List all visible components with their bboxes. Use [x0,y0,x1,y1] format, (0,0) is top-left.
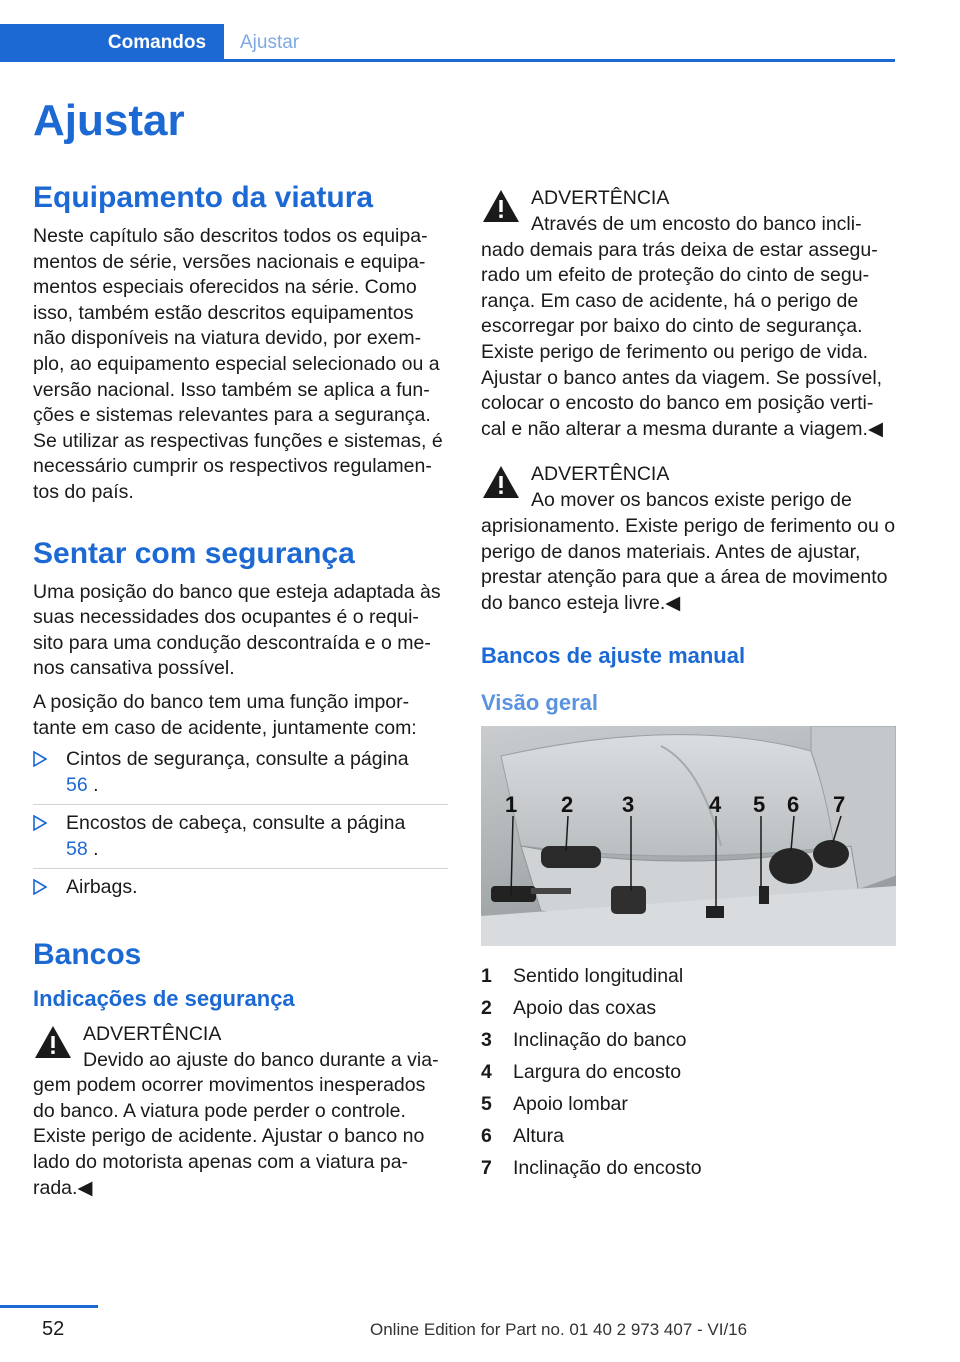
equipamento-text: Neste capítulo são descritos todos os equipa- mentos de série, versões nacionais e equipa- mentos especiais oferecidos na série. Como isso, também estão descritos equipamentos não disponíveis na viatura devido, por exem- plo, ao equipamento especial selecionado ou a versão nacional. Isso também se aplica a fun- ções e sistemas relevantes para a segurança. Se utilizar as respectivas funções e sistemas, é necessário cumprir os respectivos regulamen- tos do país. [33,225,443,503]
page-link-58[interactable]: 58 [66,837,88,860]
legend-row [481,992,896,1024]
legend-number: 6 [481,1124,492,1147]
legend-text: Largura do encosto [513,1060,682,1083]
legend-number: 1 [481,964,492,987]
warning-text-rest: nado demais para trás deixa de estar assegu- rado um efeito de proteção do cinto de segu- rança. Em caso de acidente, há o perigo de escorregar por baixo do cinto de segurança. Existe perigo de ferimento ou perigo de vida. Ajustar o banco antes da viagem. Se possível, colocar o encosto do banco em posição verti- cal e não alterar a mesma durante a viagem.◀ [481,238,883,440]
legend-number: 2 [481,996,492,1019]
warning-text-first: Através de um encosto do banco incli- [531,213,862,235]
warning-title: ADVERTÊNCIA [531,463,670,486]
warning-text [33,1048,448,1202]
warning-block-2 [481,184,896,442]
legend-number: 3 [481,1028,492,1051]
page-link-56[interactable]: 56 [66,773,88,796]
tab-ajustar[interactable]: Ajustar [240,32,300,53]
online-edition-note: Online Edition for Part no. 01 40 2 973 407 - VI/16 [370,1320,748,1339]
section-title-bancos: Bancos [33,938,142,972]
list-item [33,747,448,805]
warning-title: ADVERTÊNCIA [83,1022,222,1045]
page-number: 52 [42,1318,65,1340]
seat-label-3: 3 [622,791,635,817]
triangle-bullet-icon [33,751,47,767]
seat-label-7: 7 [833,791,846,817]
legend-number: 4 [481,1060,492,1083]
list-item-text: Airbags. [66,876,138,899]
legend-text: Inclinação do banco [513,1028,687,1051]
warning-text-rest: aprisionamento. Existe perigo de ferimento ou o perigo de danos materiais. Antes de ajustar, prestar atenção para que a área de movimento do banco esteja livre.◀ [481,514,896,614]
tab-comandos[interactable]: Comandos [0,24,224,62]
left-column [33,180,448,1201]
warning-text-rest: gem podem ocorrer movimentos inesperados do banco. A viatura pode perder o controle. Existe perigo de acidente. Ajustar o banco no lado do motorista apenas com a viatura pa- rada.◀ [33,1074,426,1199]
legend-row [481,960,896,992]
warning-block-3 [481,460,896,616]
legend-text: Altura [513,1124,564,1147]
list-item-text: Cintos de segurança, consulte a página [66,748,409,771]
legend-text: Apoio das coxas [513,996,657,1019]
seat-overview-image [481,726,896,946]
section-title-indicacoes: Indicações de segurança [33,986,295,1012]
warning-triangle-icon [33,1024,73,1060]
seat-label-2: 2 [561,791,574,817]
seat-illustration [481,726,896,946]
warning-text [481,488,896,616]
section-title-equipamento: Equipamento da viatura [33,181,374,214]
seat-label-5: 5 [753,791,766,817]
seat-label-4: 4 [709,791,722,817]
seat-label-1: 1 [505,791,518,817]
triangle-bullet-icon [33,879,47,895]
sentar-paragraph-1: Uma posição do banco que esteja adaptada às suas necessidades dos ocupantes é o requi- sito para uma condução descontraída e o me- nos cansativa possível. [33,580,441,680]
legend-row [481,1120,896,1152]
section-title-manual: Bancos de ajuste manual [481,643,746,669]
warning-text-first: Ao mover os bancos existe perigo de [531,489,852,512]
page-title: Ajustar [33,96,185,145]
legend-row [481,1024,896,1056]
warning-triangle-icon [481,188,521,224]
section-title-sentar: Sentar com segurança [33,536,355,570]
legend-row [481,1056,896,1088]
warning-text [481,212,896,442]
right-column [481,180,896,1184]
legend-text: Apoio lombar [513,1092,628,1115]
legend-number: 5 [481,1092,492,1115]
triangle-bullet-icon [33,815,47,831]
list-item-suffix: . [87,837,99,860]
list-item [33,811,448,869]
header-divider [0,59,895,62]
legend-row [481,1152,896,1184]
seat-legend [481,960,896,1184]
warning-block-1 [33,1020,448,1202]
sentar-paragraph-2: A posição do banco tem uma função impor- tante em caso de acidente, juntamente com: [33,690,417,739]
warning-text-first: Devido ao ajuste do banco durante a via- [83,1048,439,1071]
footer-divider [0,1305,98,1308]
legend-row [481,1088,896,1120]
list-item-text: Encostos de cabeça, consulte a página [66,812,406,835]
legend-text: Inclinação do encosto [513,1156,702,1179]
header-tabs [0,24,895,62]
seat-label-6: 6 [787,791,800,817]
list-item [33,875,448,907]
section-title-visao: Visão geral [481,689,598,715]
legend-number: 7 [481,1156,492,1179]
warning-title: ADVERTÊNCIA [531,187,670,209]
safety-list [33,747,448,907]
list-item-suffix: . [87,773,99,796]
legend-text: Sentido longitudinal [513,964,684,987]
warning-triangle-icon [481,464,521,500]
